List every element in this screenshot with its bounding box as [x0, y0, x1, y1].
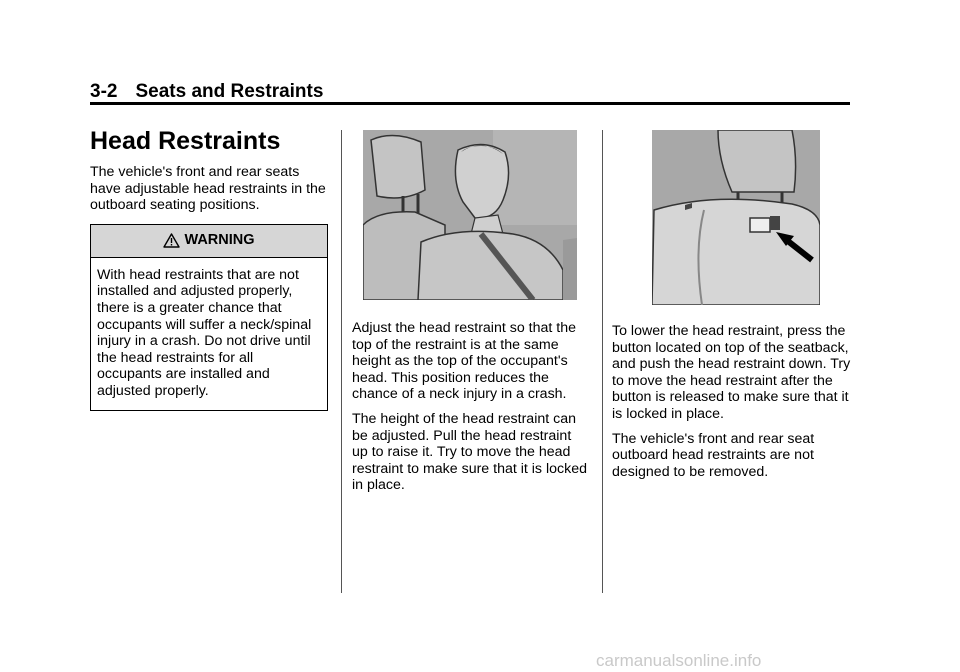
seatback-button-illustration [652, 130, 820, 305]
lower-paragraph: To lower the head restraint, press the button located on top of the seatback, and push the head restraint down. Try to move the head restraint after the button is released to make sure that it is locked in place. [612, 323, 851, 422]
warning-triangle-icon [163, 233, 180, 248]
occupant-head-restraint-illustration [363, 130, 577, 300]
column-divider [341, 130, 342, 593]
occupant-illustration-svg [363, 130, 577, 300]
page-header [90, 80, 850, 104]
column-divider [602, 130, 603, 593]
intro-paragraph: The vehicle's front and rear seats have adjustable head restraints in the outboard seating positions. [90, 164, 326, 214]
chapter-title: Seats and Restraints [135, 81, 324, 102]
warning-box [90, 224, 328, 411]
adjust-paragraph: Adjust the head restraint so that the top of the restraint is at the same height as the top of the occupant's head. This position reduces the chance of a neck injury in a crash. [352, 320, 576, 403]
warning-label: WARNING [184, 232, 255, 249]
header-rule [90, 102, 850, 105]
column-3 [612, 130, 852, 488]
column-2 [352, 130, 590, 502]
seatback-illustration-svg [652, 130, 820, 305]
watermark: carmanualsonline.info [596, 651, 762, 670]
warning-header [91, 225, 327, 258]
column-1 [90, 126, 330, 411]
page-number: 3-2 [90, 81, 118, 102]
warning-text: With head restraints that are not installed and adjusted properly, there is a greater chance that occupants will suffer a neck/spinal injury in a crash. Do not drive until the head restraints for all occupants are installed and adjusted properly. [97, 266, 312, 399]
removal-paragraph: The vehicle's front and rear seat outboard head restraints are not designed to be removed. [612, 430, 815, 480]
section-title: Head Restraints [90, 127, 281, 155]
height-paragraph: The height of the head restraint can be adjusted. Pull the head restraint up to raise it. Try to move the head restraint to make sure that it is locked in place. [352, 410, 587, 494]
